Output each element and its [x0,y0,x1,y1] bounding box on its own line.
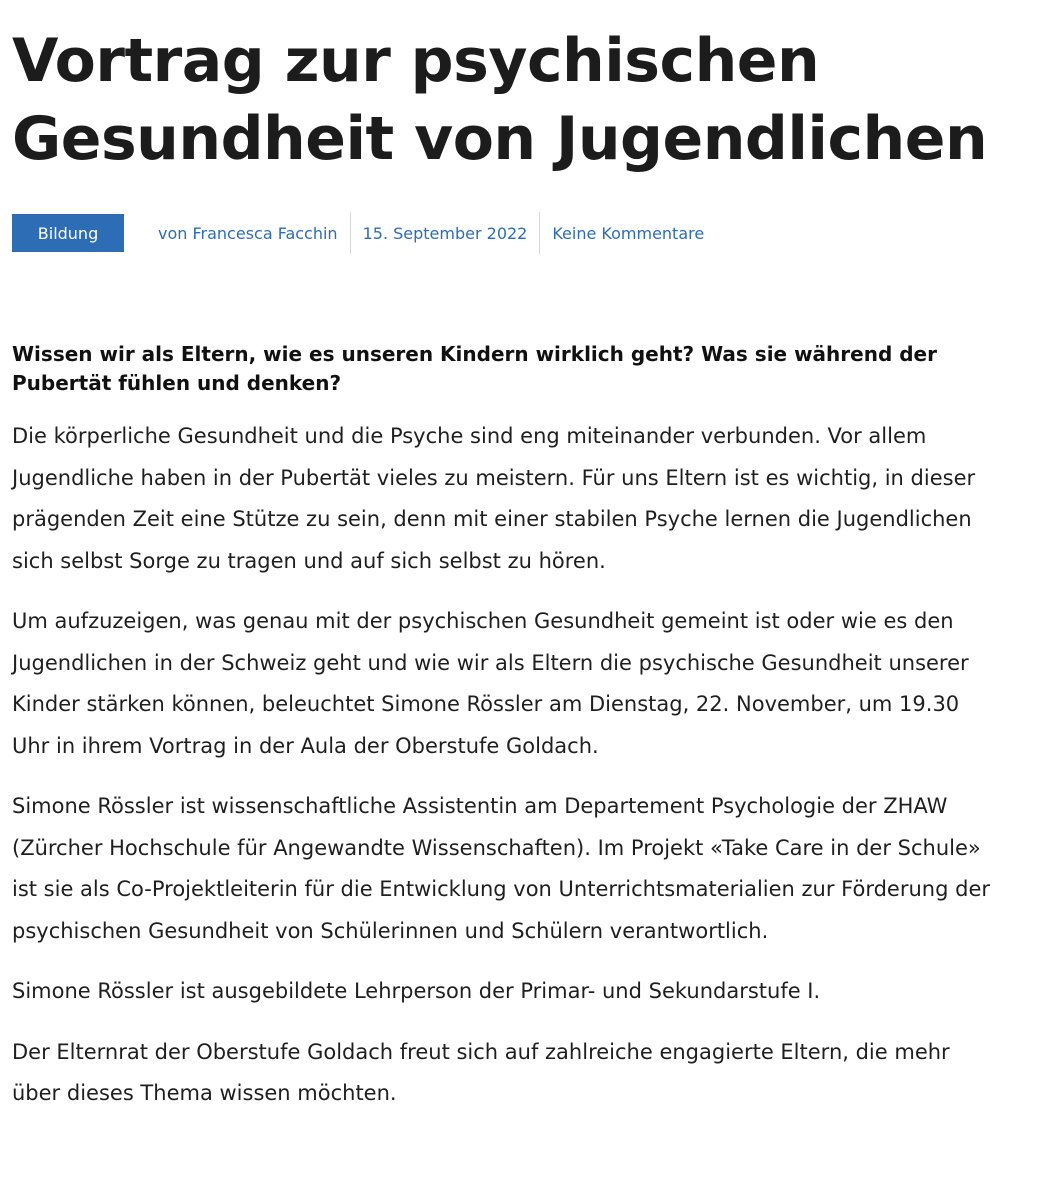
article [12,22,1002,1134]
article-title: Vortrag zur psychischen Gesundheit von Jugendlichen [12,26,988,174]
article-lead: Wissen wir als Eltern, wie es unseren Kindern wirklich geht? Was sie während der Pubertät fühlen und denken? [12,342,937,395]
paragraph: Um aufzuzeigen, was genau mit der psychischen Gesundheit gemeint ist oder wie es den Jugendlichen in der Schweiz geht und wie wir als Eltern die psychische Gesundheit unserer Kinder stärken können, beleuchtet Simone Rössler am Dienstag, 22. November, um 19.30 Uhr in ihrem Vortrag in der Aula der Oberstufe Goldach. [12,609,969,758]
date-link[interactable]: 15. September 2022 [362,223,528,243]
paragraph: Die körperliche Gesundheit und die Psyche sind eng miteinander verbunden. Vor allem Jugendliche haben in der Pubertät vieles zu meistern. Für uns Eltern ist es wichtig, in dieser prägenden Zeit eine Stütze zu sein, denn mit einer stabilen Psyche lernen die Jugendlichen sich selbst Sorge zu tragen und auf sich selbst zu hören. [12,424,976,573]
paragraph: Der Elternrat der Oberstufe Goldach freut sich auf zahlreiche engagierte Eltern, die mehr über dieses Thema wissen möchten. [12,1039,950,1105]
article-body [12,340,1002,1115]
author-link[interactable]: von Francesca Facchin [158,223,338,243]
comments-link[interactable]: Keine Kommentare [552,223,705,243]
article-meta [12,212,1002,254]
paragraph: Simone Rössler ist ausgebildete Lehrperson der Primar- und Sekundarstufe I. [12,979,821,1003]
paragraph: Simone Rössler ist wissenschaftliche Assistentin am Departement Psychologie der ZHAW (Zürcher Hochschule für Angewandte Wissenschaften). Im Projekt «Take Care in der Schule» ist sie als Co-Projektleiterin für die Entwicklung von Unterrichtsmaterialien zur Förderung der psychischen Gesundheit von Schülerinnen und Schülern verantwortlich. [12,794,990,943]
category-badge[interactable]: Bildung [12,214,124,252]
